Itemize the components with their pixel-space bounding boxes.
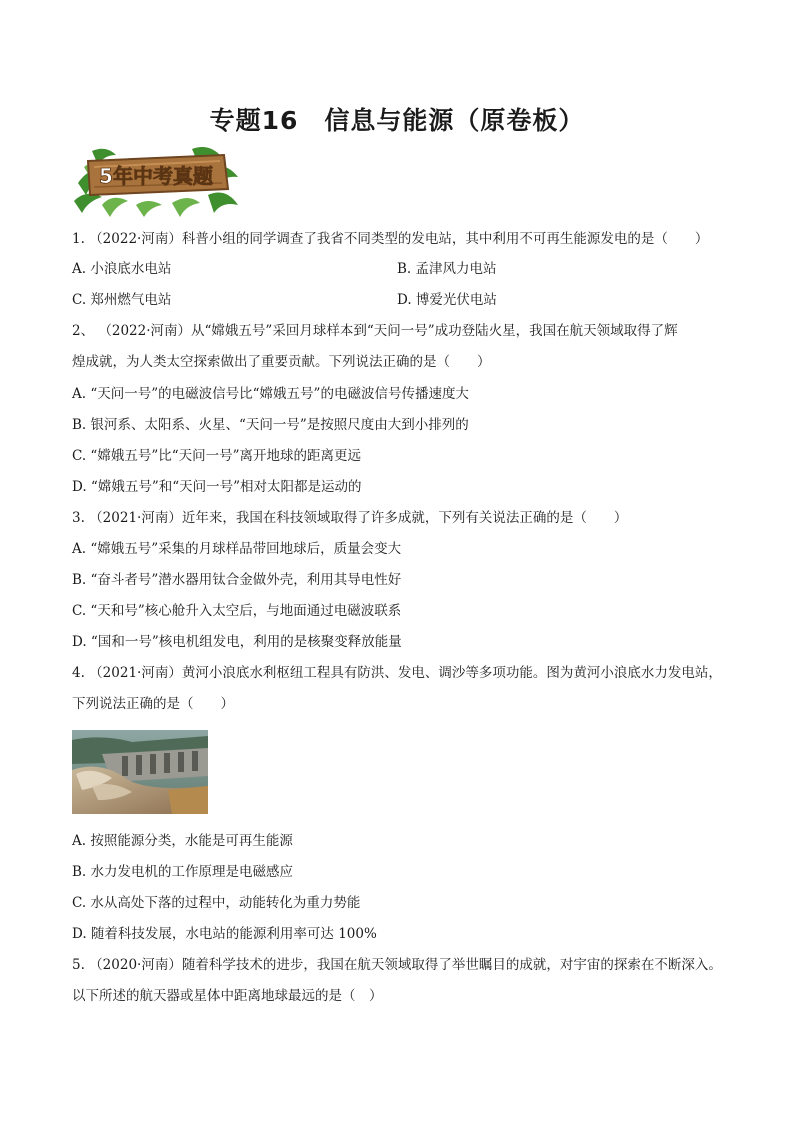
question-2-option-d[interactable]: D. “嫦娥五号”和“天问一号”相对太阳都是运动的 xyxy=(72,479,362,495)
section-badge xyxy=(72,143,240,219)
question-4-option-d[interactable]: D. 随着科技发展，水电站的能源利用率可达 100% xyxy=(72,926,377,942)
question-4-stem-line-2: 下列说法正确的是（ ） xyxy=(72,696,234,712)
question-1-option-a[interactable]: A. 小浪底水电站 xyxy=(72,261,172,277)
badge-text: 5年中考真题 xyxy=(99,164,213,188)
question-2-stem-line-1: 2、 （2022·河南）从“嫦娥五号”采回月球样本到“天问一号”成功登陆火星，我国在航天领域取得了辉 xyxy=(72,323,678,339)
jungle-sign-icon xyxy=(72,143,240,219)
question-1-option-b[interactable]: B. 孟津风力电站 xyxy=(397,261,497,277)
question-4-option-c[interactable]: C. 水从高处下落的过程中，动能转化为重力势能 xyxy=(72,895,361,911)
question-5-stem-line-1: 5. （2020·河南）随着科学技术的进步，我国在航天领域取得了举世瞩目的成就，对宇宙的探索在不断深入。 xyxy=(72,957,722,973)
question-2-option-a[interactable]: A. “天问一号”的电磁波信号比“嫦娥五号”的电磁波信号传播速度大 xyxy=(72,386,469,402)
hydropower-station-photo xyxy=(72,730,208,814)
question-3-option-b[interactable]: B. “奋斗者号”潜水器用钛合金做外壳，利用其导电性好 xyxy=(72,572,402,588)
question-1-option-d[interactable]: D. 博爱光伏电站 xyxy=(397,292,497,308)
page-title: 专题16 信息与能源（原卷板） xyxy=(209,106,585,135)
question-3-option-d[interactable]: D. “国和一号”核电机组发电，利用的是核聚变释放能量 xyxy=(72,634,402,650)
question-4-option-a[interactable]: A. 按照能源分类，水能是可再生能源 xyxy=(72,833,293,849)
question-3-option-c[interactable]: C. “天和号”核心舱升入太空后，与地面通过电磁波联系 xyxy=(72,603,402,619)
question-2-option-b[interactable]: B. 银河系、太阳系、火星、“天问一号”是按照尺度由大到小排列的 xyxy=(72,417,469,433)
question-2-stem-line-2: 煌成就，为人类太空探索做出了重要贡献。下列说法正确的是（ ） xyxy=(72,354,491,370)
question-2-option-c[interactable]: C. “嫦娥五号”比“天问一号”离开地球的距离更远 xyxy=(72,448,362,464)
question-1-option-c[interactable]: C. 郑州燃气电站 xyxy=(72,292,172,308)
question-4-option-b[interactable]: B. 水力发电机的工作原理是电磁感应 xyxy=(72,864,294,880)
question-5-stem-line-2: 以下所述的航天器或星体中距离地球最远的是（ ） xyxy=(72,988,383,1004)
question-4-stem-line-1: 4. （2021·河南）黄河小浪底水利枢纽工程具有防洪、发电、调沙等多项功能。图为黄河小浪底水力发电站， xyxy=(72,665,722,681)
question-1-stem: 1. （2022·河南）科普小组的同学调查了我省不同类型的发电站，其中利用不可再生能源发电的是（ ） xyxy=(72,231,709,247)
question-3-option-a[interactable]: A. “嫦娥五号”采集的月球样品带回地球后，质量会变大 xyxy=(72,541,402,557)
question-3-stem: 3. （2021·河南）近年来，我国在科技领域取得了许多成就，下列有关说法正确的是（ ） xyxy=(72,510,628,526)
